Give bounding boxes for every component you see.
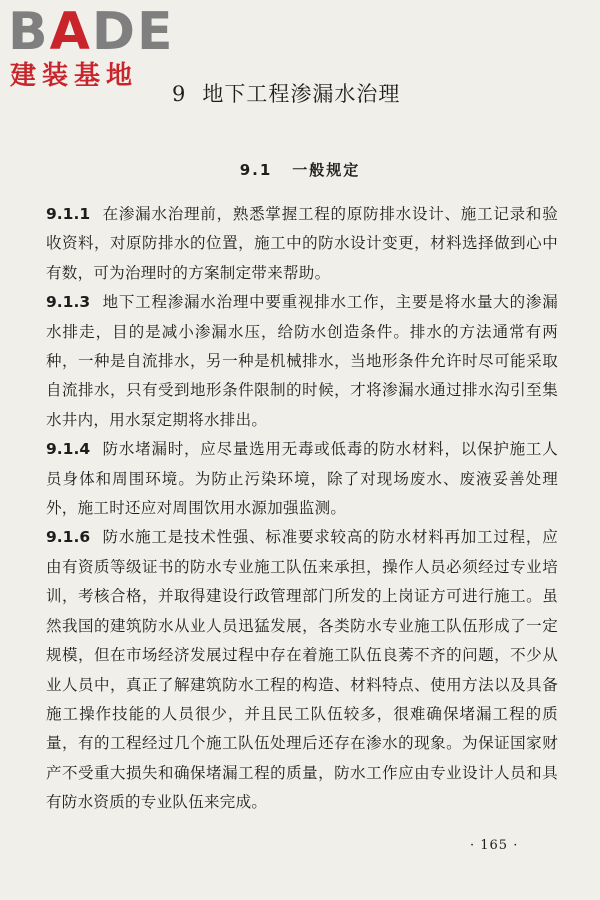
- clause-number: 9.1.4: [46, 440, 91, 459]
- section-title: 一般规定: [292, 161, 361, 179]
- clause-number: 9.1.1: [46, 205, 91, 223]
- clause-number: 9.1.6: [46, 528, 91, 547]
- clause-paragraph: [46, 523, 558, 817]
- logo-letter-a: A: [49, 2, 92, 62]
- clause-paragraph: [46, 200, 558, 288]
- logo-subtitle: 建装基地: [10, 61, 139, 91]
- logo-wordmark: [8, 2, 175, 62]
- chapter-title: 地下工程渗漏水治理: [202, 82, 401, 106]
- clause-number: 9.1.3: [46, 293, 91, 312]
- clause-text: 地下工程渗漏水治理中要重视排水工作，主要是将水量大的渗漏水排走，目的是减小渗漏水压，给防水创造条件。排水的方法通常有两种，一种是自流排水，另一种是机械排水，当地形条件允许时尽可能采取自流排水，只有受到地形条件限制的时候，才将渗漏水通过排水沟引至集水井内，用水泵定期将水排出。: [46, 293, 558, 429]
- logo-letter-b: B: [8, 2, 50, 62]
- clause-paragraph: [46, 435, 558, 523]
- clause-text: 防水施工是技术性强、标准要求较高的防水材料再加工过程，应由有资质等级证书的防水专业施工队伍来承担，操作人员必须经过专业培训，考核合格，并取得建设行政管理部门所发的上岗证方可进行施工。虽然我国的建筑防水从业人员迅猛发展，各类防水专业施工队伍形成了一定规模，但在市场经济发展过程中存在着施工队伍良莠不齐的问题，不少从业人员中，真正了解建筑防水工程的构造、材料特点、使用方法以及具备施工操作技能的人员很少，并且民工队伍较多，很难确保堵漏工程的质量，有的工程经过几个施工队伍处理后还存在渗水的现象。为保证国家财产不受重大损失和确保堵漏工程的质量，防水工作应由专业设计人员和具有防水资质的专业队伍来完成。: [46, 528, 558, 812]
- chapter-number: 9: [172, 82, 187, 106]
- clause-text: 防水堵漏时，应尽量选用无毒或低毒的防水材料，以保护施工人员身体和周围环境。为防止污染环境，除了对现场废水、废液妥善处理外，施工时还应对周围饮用水源加强监测。: [46, 440, 558, 518]
- page-number: · 165 ·: [470, 838, 519, 853]
- clause-paragraph: [46, 288, 558, 435]
- section-number: 9.1: [239, 161, 273, 179]
- body-text: [46, 200, 558, 818]
- brand-logo: [8, 2, 183, 91]
- logo-letters-de: DE: [91, 2, 175, 62]
- clause-text: 在渗漏水治理前，熟悉掌握工程的原防排水设计、施工记录和验收资料，对原防排水的位置，施工中的防水设计变更，材料选择做到心中有数，可为治理时的方案制定带来帮助。: [46, 205, 558, 282]
- chapter-heading: [172, 80, 400, 108]
- section-heading: [0, 160, 600, 180]
